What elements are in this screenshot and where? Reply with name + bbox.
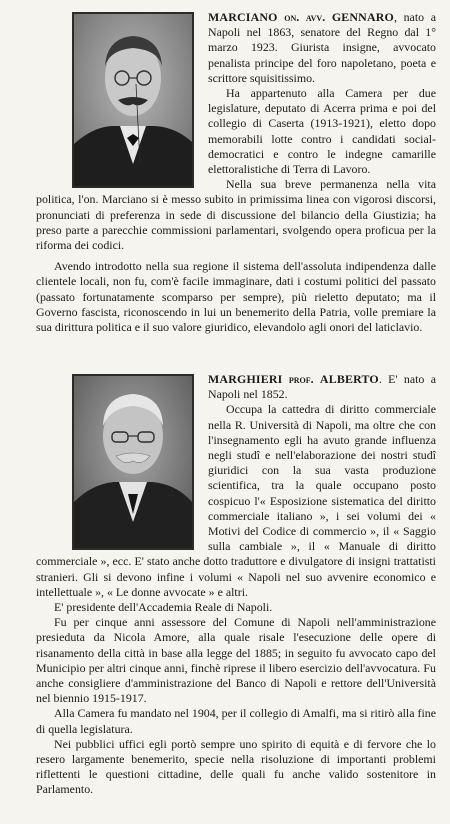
person-title: on. avv. xyxy=(284,10,326,24)
paragraph: Occupa la cattedra di diritto commerciale nella R. Università di Napoli, ma oltre che con l'insegnamento egli ha avuto grande influenza negli studî e nell'elaborazione dei nostri studî giuridici con la sua vasta produzione scientifica, tra la quale occupano posto cospicuo l'« Esposizione sistematica del diritto commerciale italiano », i sei volumi dei « Motivi del Codice di commercio », il « Saggio sulla cambiale », il « Manuale di diritto commerciale », ecc. E' stato anche dotto traduttore e divulgatore di insigni trattatisti stranieri. Gli si devono infine i volumi « Napoli nel suo avvenire economico e intellettuale », « Le donne avvocate » e altri. xyxy=(36,402,436,599)
portrait-photo-marghieri xyxy=(72,374,194,550)
paragraph: Nei pubblici uffici egli portò sempre uno spirito di equità e di fervore che lo resero largamente benemerito, specie nella risoluzione di importanti problemi riflettenti le questioni cittadine, delle quali fu anche valido sostenitore in Parlamento. xyxy=(36,736,436,797)
paragraph: Alla Camera fu mandato nel 1904, per il collegio di Amalfi, ma si ritirò alla fine di quella legislatura. xyxy=(36,706,436,736)
paragraph: Fu per cinque anni assessore del Comune di Napoli nell'amministrazione presieduta da Nicola Amore, alla quale risale l'esecuzione delle opere di risanamento della città in base alla legge del 1885; in seguito fu avvocato capo del Municipio per altri cinque anni, finchè riprese il libero esercizio dell'avvocatura. Fu anche consigliere d'amministrazione del Banco di Napoli e rettore dell'Università nel biennio 1915-1917. xyxy=(36,615,436,706)
paragraph: Ha appartenuto alla Camera per due legislature, deputato di Acerra prima e poi del collegio di Caserta (1913-1921), eletto dopo memorabili lotte contro i candidati social-democratici e contro le indegne camarille elettoralistiche di Terra di Lavoro. xyxy=(208,86,436,177)
biography-text xyxy=(0,10,450,335)
biography-marghieri xyxy=(0,372,450,798)
paragraph-text: , nato a Napoli nel 1863, senatore del Regno dal 1° marzo 1923. Giurista insigne, avvocato penalista principe del foro napoletano, poeta e scrittore squisitissimo. xyxy=(208,10,436,85)
biography-marciano xyxy=(0,10,450,335)
person-first-name: GENNARO xyxy=(331,10,394,24)
portrait-image xyxy=(74,14,192,186)
biography-text xyxy=(0,372,450,798)
paragraph: E' presidente dell'Accademia Reale di Napoli. xyxy=(54,600,273,615)
person-first-name: ALBERTO xyxy=(319,372,379,386)
paragraph: Nella sua breve permanenza nella vita politica, l'on. Marciano si è messo subito in primissima linea con vigorosi discorsi, pronunciati di preferenza in sede di discussione del bilancio della Giustizia; ha preso parte a parecchie commissioni parlamentari, svolgendo opera proficua per la riforma dei codici. xyxy=(36,177,436,253)
person-title: prof. xyxy=(288,372,314,386)
portrait-photo-marciano xyxy=(72,12,194,188)
person-surname: MARCIANO xyxy=(208,10,278,24)
portrait-image xyxy=(74,376,192,548)
person-surname: MARGHIERI xyxy=(208,372,283,386)
paragraph: Avendo introdotto nella sua regione il sistema dell'assoluta indipendenza dalle clientele locali, non fu, com'è facile immaginare, dati i costumi politici del passato (passato fortunatamente scomparso per sempre), più rieletto deputato; ma il Governo fascista, riconoscendo in lui un benemerito della Patria, volle premiare la sua dirittura politica e il suo valore giuridico, elevandolo agli onori del laticlavio. xyxy=(36,259,436,335)
paragraph-text: . E' nato a Napoli nel 1852. xyxy=(208,372,436,402)
